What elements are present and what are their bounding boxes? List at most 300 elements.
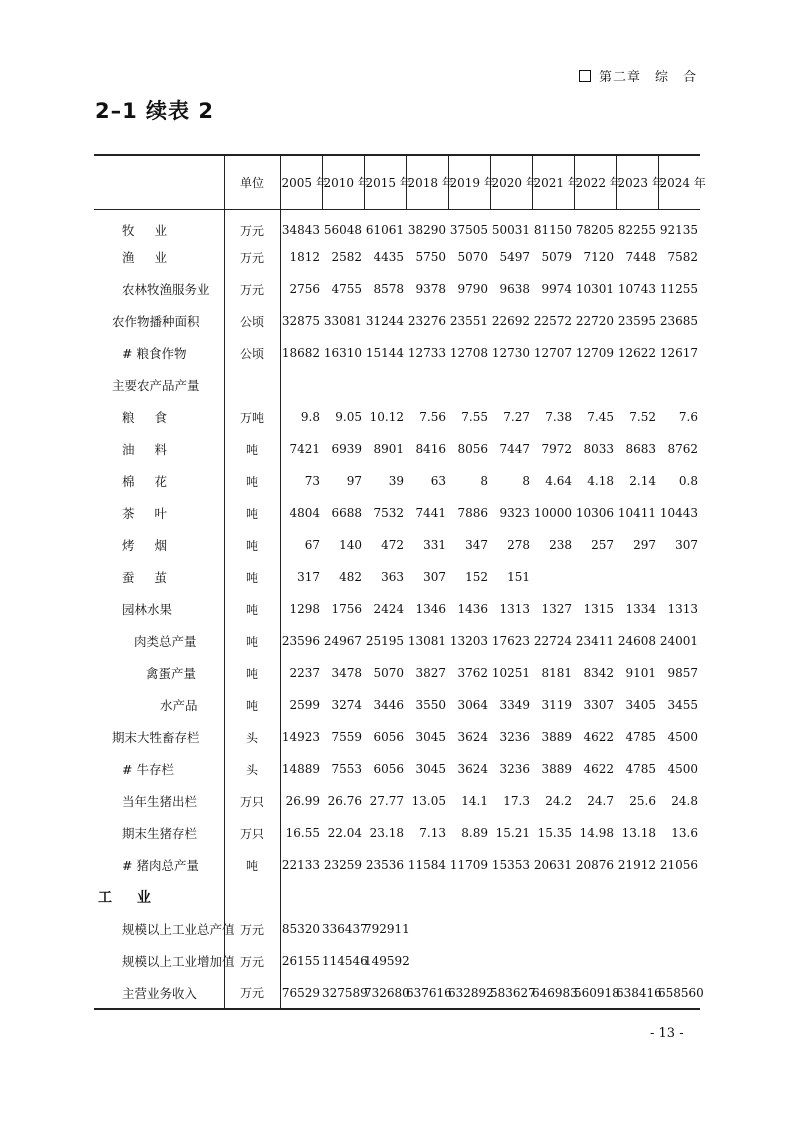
table-row [94, 497, 700, 529]
value-cell: 9790 [457, 282, 488, 296]
row-unit: 吨 [224, 593, 280, 625]
value-cell [532, 945, 574, 977]
value-cell [364, 369, 406, 401]
row-label: 主要农产品产量 [112, 378, 200, 393]
header-year: 2010 年 [322, 155, 364, 209]
value-cell: 22.04 [327, 826, 362, 840]
value-cell: 21912 [617, 858, 656, 872]
statistics-table [94, 154, 706, 1010]
value-cell: 792911 [364, 922, 410, 936]
value-cell: 5497 [499, 250, 530, 264]
value-cell: 9974 [541, 282, 572, 296]
value-cell: 78205 [575, 223, 614, 238]
value-cell: 3405 [625, 698, 656, 712]
table-row [94, 785, 700, 817]
value-cell: 11584 [407, 858, 446, 872]
value-cell: 317 [297, 570, 320, 584]
value-cell: 85320 [281, 922, 320, 936]
value-cell: 8416 [415, 442, 446, 456]
value-cell [532, 881, 574, 913]
value-cell: 8901 [373, 442, 404, 456]
value-cell: 33081 [323, 314, 362, 328]
value-cell: 12733 [407, 346, 446, 360]
value-cell: 8578 [373, 282, 404, 296]
value-cell: 15.35 [537, 826, 572, 840]
value-cell: 3478 [331, 666, 362, 680]
value-cell: 7441 [415, 506, 446, 520]
value-cell: 3236 [499, 730, 530, 744]
value-cell: 10000 [533, 506, 572, 520]
value-cell: 12709 [575, 346, 614, 360]
value-cell: 25195 [365, 634, 404, 648]
value-cell: 7.6 [678, 410, 698, 424]
value-cell [280, 369, 322, 401]
row-unit: 吨 [224, 433, 280, 465]
value-cell: 20631 [533, 858, 572, 872]
table-row [94, 465, 700, 497]
value-cell: 307 [423, 570, 446, 584]
value-cell: 482 [339, 570, 362, 584]
value-cell: 7.52 [629, 410, 656, 424]
value-cell: 5079 [541, 250, 572, 264]
value-cell: 12617 [659, 346, 698, 360]
value-cell: 10251 [491, 666, 530, 680]
value-cell: 24.2 [545, 794, 572, 808]
row-unit: 吨 [224, 497, 280, 529]
value-cell: 3827 [415, 666, 446, 680]
chapter-title: 第二章 综 合 [598, 70, 697, 85]
value-cell [364, 881, 406, 913]
value-cell: 61061 [365, 223, 404, 238]
row-unit: 万元 [224, 913, 280, 945]
value-cell [574, 369, 616, 401]
row-label: 期末生猪存栏 [122, 826, 198, 841]
value-cell: 76529 [280, 977, 322, 1009]
value-cell: 2.14 [629, 474, 656, 488]
value-cell: 12622 [617, 346, 656, 360]
value-cell: 3064 [457, 698, 488, 712]
row-label: # 粮食作物 [122, 346, 187, 361]
value-cell: 151 [507, 570, 530, 584]
table-row [94, 945, 700, 977]
value-cell: 23551 [449, 314, 488, 328]
header-year: 2005 年 [280, 155, 322, 209]
value-cell: 1313 [499, 602, 530, 616]
value-cell: 13.6 [671, 826, 698, 840]
row-unit: 吨 [224, 465, 280, 497]
row-label: 茶 叶 [122, 506, 175, 521]
value-cell: 7.38 [545, 410, 572, 424]
value-cell: 307 [675, 538, 698, 552]
value-cell: 4.64 [545, 474, 572, 488]
value-cell: 8 [522, 474, 530, 488]
value-cell [490, 881, 532, 913]
value-cell: 21056 [659, 858, 698, 872]
value-cell: 23276 [407, 314, 446, 328]
value-cell: 7972 [541, 442, 572, 456]
value-cell [616, 945, 658, 977]
table-row [94, 753, 700, 785]
value-cell [574, 945, 616, 977]
value-cell: 10443 [659, 506, 698, 520]
value-cell [406, 369, 448, 401]
value-cell: 6688 [331, 506, 362, 520]
value-cell [532, 561, 574, 593]
row-unit [224, 369, 280, 401]
value-cell: 4804 [289, 506, 320, 520]
table-row [94, 241, 700, 273]
value-cell: 1313 [667, 602, 698, 616]
value-cell [574, 913, 616, 945]
value-cell: 1812 [289, 250, 320, 264]
value-cell: 7120 [583, 250, 614, 264]
value-cell: 327589 [322, 977, 364, 1009]
value-cell [490, 945, 532, 977]
value-cell: 13.05 [411, 794, 446, 808]
value-cell: 7553 [331, 762, 362, 776]
value-cell: 9.05 [335, 410, 362, 424]
value-cell: 97 [346, 474, 362, 488]
value-cell: 13081 [407, 634, 446, 648]
header-unit: 单位 [224, 155, 280, 209]
value-cell: 8342 [583, 666, 614, 680]
page-title: 2–1 续表 2 [95, 99, 214, 123]
value-cell: 1315 [583, 602, 614, 616]
row-label: 油 料 [122, 442, 175, 457]
value-cell: 7.27 [503, 410, 530, 424]
header-year: 2015 年 [364, 155, 406, 209]
value-cell: 4622 [583, 762, 614, 776]
value-cell: 31244 [365, 314, 404, 328]
value-cell: 2582 [331, 250, 362, 264]
value-cell [574, 881, 616, 913]
page-number: - 13 - [650, 1026, 684, 1041]
value-cell: 149592 [364, 954, 410, 968]
value-cell: 2599 [289, 698, 320, 712]
value-cell: 6939 [331, 442, 362, 456]
value-cell: 1756 [331, 602, 362, 616]
row-label: 期末大牲畜存栏 [112, 730, 200, 745]
value-cell: 0.8 [678, 474, 698, 488]
value-cell: 24.7 [587, 794, 614, 808]
row-label: 农林牧渔服务业 [122, 282, 210, 297]
value-cell [406, 913, 448, 945]
value-cell: 10.12 [369, 410, 404, 424]
header-year: 2022 年 [574, 155, 616, 209]
value-cell: 7559 [331, 730, 362, 744]
value-cell: 3349 [499, 698, 530, 712]
value-cell: 152 [465, 570, 488, 584]
row-unit: 吨 [224, 849, 280, 881]
value-cell: 22572 [533, 314, 572, 328]
row-label: 粮 食 [122, 410, 175, 425]
table-row [94, 721, 700, 753]
value-cell: 363 [381, 570, 404, 584]
row-label: 当年生猪出栏 [122, 794, 198, 809]
value-cell: 73 [304, 474, 320, 488]
table-row [94, 401, 700, 433]
value-cell: 4755 [331, 282, 362, 296]
table-row [94, 209, 700, 241]
value-cell: 17.3 [503, 794, 530, 808]
value-cell: 23685 [659, 314, 698, 328]
row-label: 水产品 [160, 698, 198, 713]
value-cell: 9323 [499, 506, 530, 520]
value-cell: 3307 [583, 698, 614, 712]
table-row [94, 273, 700, 305]
value-cell: 7.13 [419, 826, 446, 840]
row-label: 工 业 [98, 890, 161, 906]
table-row [94, 561, 700, 593]
value-cell: 646983 [532, 977, 574, 1009]
table-row [94, 593, 700, 625]
row-label: 农作物播种面积 [112, 314, 200, 329]
value-cell [322, 881, 364, 913]
value-cell [658, 913, 700, 945]
value-cell: 67 [304, 538, 320, 552]
value-cell: 10301 [575, 282, 614, 296]
row-label: 规模以上工业总产值 [122, 922, 235, 937]
table-row [94, 529, 700, 561]
value-cell: 8 [480, 474, 488, 488]
header-year: 2024 年 [658, 155, 700, 209]
value-cell: 5070 [373, 666, 404, 680]
value-cell: 7582 [667, 250, 698, 264]
value-cell: 23259 [323, 858, 362, 872]
header-year: 2020 年 [490, 155, 532, 209]
value-cell: 3045 [415, 762, 446, 776]
row-unit: 万只 [224, 817, 280, 849]
value-cell: 3274 [331, 698, 362, 712]
value-cell: 23411 [575, 634, 614, 648]
value-cell: 37505 [449, 223, 488, 238]
value-cell: 8762 [667, 442, 698, 456]
value-cell: 9101 [625, 666, 656, 680]
value-cell: 3119 [541, 698, 572, 712]
value-cell: 114546 [322, 954, 368, 968]
value-cell: 336437 [322, 922, 368, 936]
value-cell [406, 945, 448, 977]
value-cell: 9378 [415, 282, 446, 296]
value-cell: 3550 [415, 698, 446, 712]
value-cell: 63 [430, 474, 446, 488]
value-cell: 4785 [625, 762, 656, 776]
value-cell: 2424 [373, 602, 404, 616]
value-cell: 278 [507, 538, 530, 552]
value-cell: 22692 [491, 314, 530, 328]
value-cell: 26155 [281, 954, 320, 968]
value-cell: 14923 [281, 730, 320, 744]
row-unit: 吨 [224, 529, 280, 561]
value-cell: 92135 [659, 223, 698, 238]
row-label: 牧 业 [122, 223, 175, 239]
value-cell: 24608 [617, 634, 656, 648]
value-cell: 12730 [491, 346, 530, 360]
value-cell: 8683 [625, 442, 656, 456]
value-cell: 9638 [499, 282, 530, 296]
value-cell: 13203 [449, 634, 488, 648]
value-cell [448, 913, 490, 945]
value-cell: 3889 [541, 730, 572, 744]
value-cell: 82255 [617, 223, 656, 238]
value-cell [616, 561, 658, 593]
value-cell: 7532 [373, 506, 404, 520]
value-cell: 7.56 [419, 410, 446, 424]
value-cell: 3624 [457, 762, 488, 776]
value-cell: 472 [381, 538, 404, 552]
value-cell: 23536 [365, 858, 404, 872]
value-cell: 8056 [457, 442, 488, 456]
row-label: 禽蛋产量 [146, 666, 197, 681]
value-cell: 4435 [373, 250, 404, 264]
row-label: # 牛存栏 [122, 762, 174, 777]
value-cell: 16.55 [285, 826, 320, 840]
value-cell: 3045 [415, 730, 446, 744]
value-cell: 12708 [449, 346, 488, 360]
row-label: 渔 业 [122, 250, 175, 265]
value-cell: 23.18 [369, 826, 404, 840]
value-cell: 632892 [448, 977, 490, 1009]
value-cell: 24.8 [671, 794, 698, 808]
value-cell: 238 [549, 538, 572, 552]
value-cell: 14.98 [579, 826, 614, 840]
row-unit: 吨 [224, 657, 280, 689]
value-cell: 25.6 [629, 794, 656, 808]
row-unit [224, 881, 280, 913]
table-row [94, 881, 700, 913]
value-cell: 1436 [457, 602, 488, 616]
value-cell [490, 369, 532, 401]
value-cell: 32875 [281, 314, 320, 328]
value-cell: 4500 [667, 762, 698, 776]
value-cell: 26.76 [327, 794, 362, 808]
row-label: # 猪肉总产量 [122, 858, 199, 873]
table-row [94, 977, 700, 1009]
row-unit: 万元 [224, 273, 280, 305]
value-cell: 15144 [365, 346, 404, 360]
value-cell: 3455 [667, 698, 698, 712]
table-row [94, 305, 700, 337]
value-cell: 12707 [533, 346, 572, 360]
value-cell: 38290 [407, 223, 446, 238]
value-cell: 24967 [323, 634, 362, 648]
value-cell: 560918 [574, 977, 616, 1009]
value-cell [448, 881, 490, 913]
row-unit: 万元 [224, 241, 280, 273]
value-cell: 3889 [541, 762, 572, 776]
value-cell: 16310 [323, 346, 362, 360]
value-cell: 23596 [281, 634, 320, 648]
value-cell [322, 369, 364, 401]
table-row [94, 433, 700, 465]
value-cell [406, 881, 448, 913]
value-cell: 8181 [541, 666, 572, 680]
row-unit: 万元 [224, 209, 280, 241]
header-year: 2019 年 [448, 155, 490, 209]
value-cell: 1327 [541, 602, 572, 616]
row-unit: 万吨 [224, 401, 280, 433]
value-cell: 27.77 [369, 794, 404, 808]
row-unit: 吨 [224, 561, 280, 593]
table-row [94, 689, 700, 721]
value-cell: 1346 [415, 602, 446, 616]
value-cell: 1298 [289, 602, 320, 616]
value-cell: 10411 [617, 506, 656, 520]
value-cell: 23595 [617, 314, 656, 328]
value-cell [280, 881, 322, 913]
value-cell: 22720 [575, 314, 614, 328]
table-row [94, 657, 700, 689]
value-cell: 24001 [659, 634, 698, 648]
value-cell [616, 369, 658, 401]
value-cell: 583627 [490, 977, 532, 1009]
value-cell: 8.89 [461, 826, 488, 840]
value-cell: 732680 [364, 977, 406, 1009]
table-row [94, 625, 700, 657]
value-cell: 34843 [281, 223, 320, 238]
value-cell: 297 [633, 538, 656, 552]
value-cell: 347 [465, 538, 488, 552]
row-label: 园林水果 [122, 602, 173, 617]
value-cell: 7448 [625, 250, 656, 264]
value-cell [574, 561, 616, 593]
row-unit: 万只 [224, 785, 280, 817]
row-unit: 头 [224, 753, 280, 785]
value-cell [448, 945, 490, 977]
value-cell: 3762 [457, 666, 488, 680]
row-unit: 万元 [224, 945, 280, 977]
row-unit: 吨 [224, 625, 280, 657]
value-cell: 50031 [491, 223, 530, 238]
square-icon [579, 70, 591, 82]
value-cell: 11709 [449, 858, 488, 872]
value-cell: 11255 [659, 282, 698, 296]
value-cell: 9857 [667, 666, 698, 680]
value-cell: 56048 [323, 223, 362, 238]
value-cell: 15353 [491, 858, 530, 872]
value-cell [658, 369, 700, 401]
value-cell: 39 [388, 474, 404, 488]
value-cell [532, 369, 574, 401]
value-cell: 4622 [583, 730, 614, 744]
value-cell: 10743 [617, 282, 656, 296]
table-row [94, 369, 700, 401]
row-label: 主营业务收入 [94, 977, 224, 1009]
value-cell: 3446 [373, 698, 404, 712]
table-header-row [94, 155, 700, 209]
row-label: 蚕 茧 [122, 570, 175, 585]
row-unit: 吨 [224, 689, 280, 721]
header-blank-cell [94, 155, 224, 209]
value-cell: 15.21 [495, 826, 530, 840]
value-cell: 6056 [373, 762, 404, 776]
header-year: 2018 年 [406, 155, 448, 209]
value-cell: 7.45 [587, 410, 614, 424]
value-cell: 9.8 [300, 410, 320, 424]
row-unit: 头 [224, 721, 280, 753]
row-unit: 公顷 [224, 337, 280, 369]
header-year: 2021 年 [532, 155, 574, 209]
value-cell: 81150 [533, 223, 572, 238]
value-cell: 4.18 [587, 474, 614, 488]
value-cell: 4500 [667, 730, 698, 744]
value-cell: 14889 [281, 762, 320, 776]
value-cell: 8033 [583, 442, 614, 456]
row-label: 棉 花 [122, 474, 175, 489]
table-row [94, 337, 700, 369]
value-cell [616, 913, 658, 945]
value-cell: 257 [591, 538, 614, 552]
